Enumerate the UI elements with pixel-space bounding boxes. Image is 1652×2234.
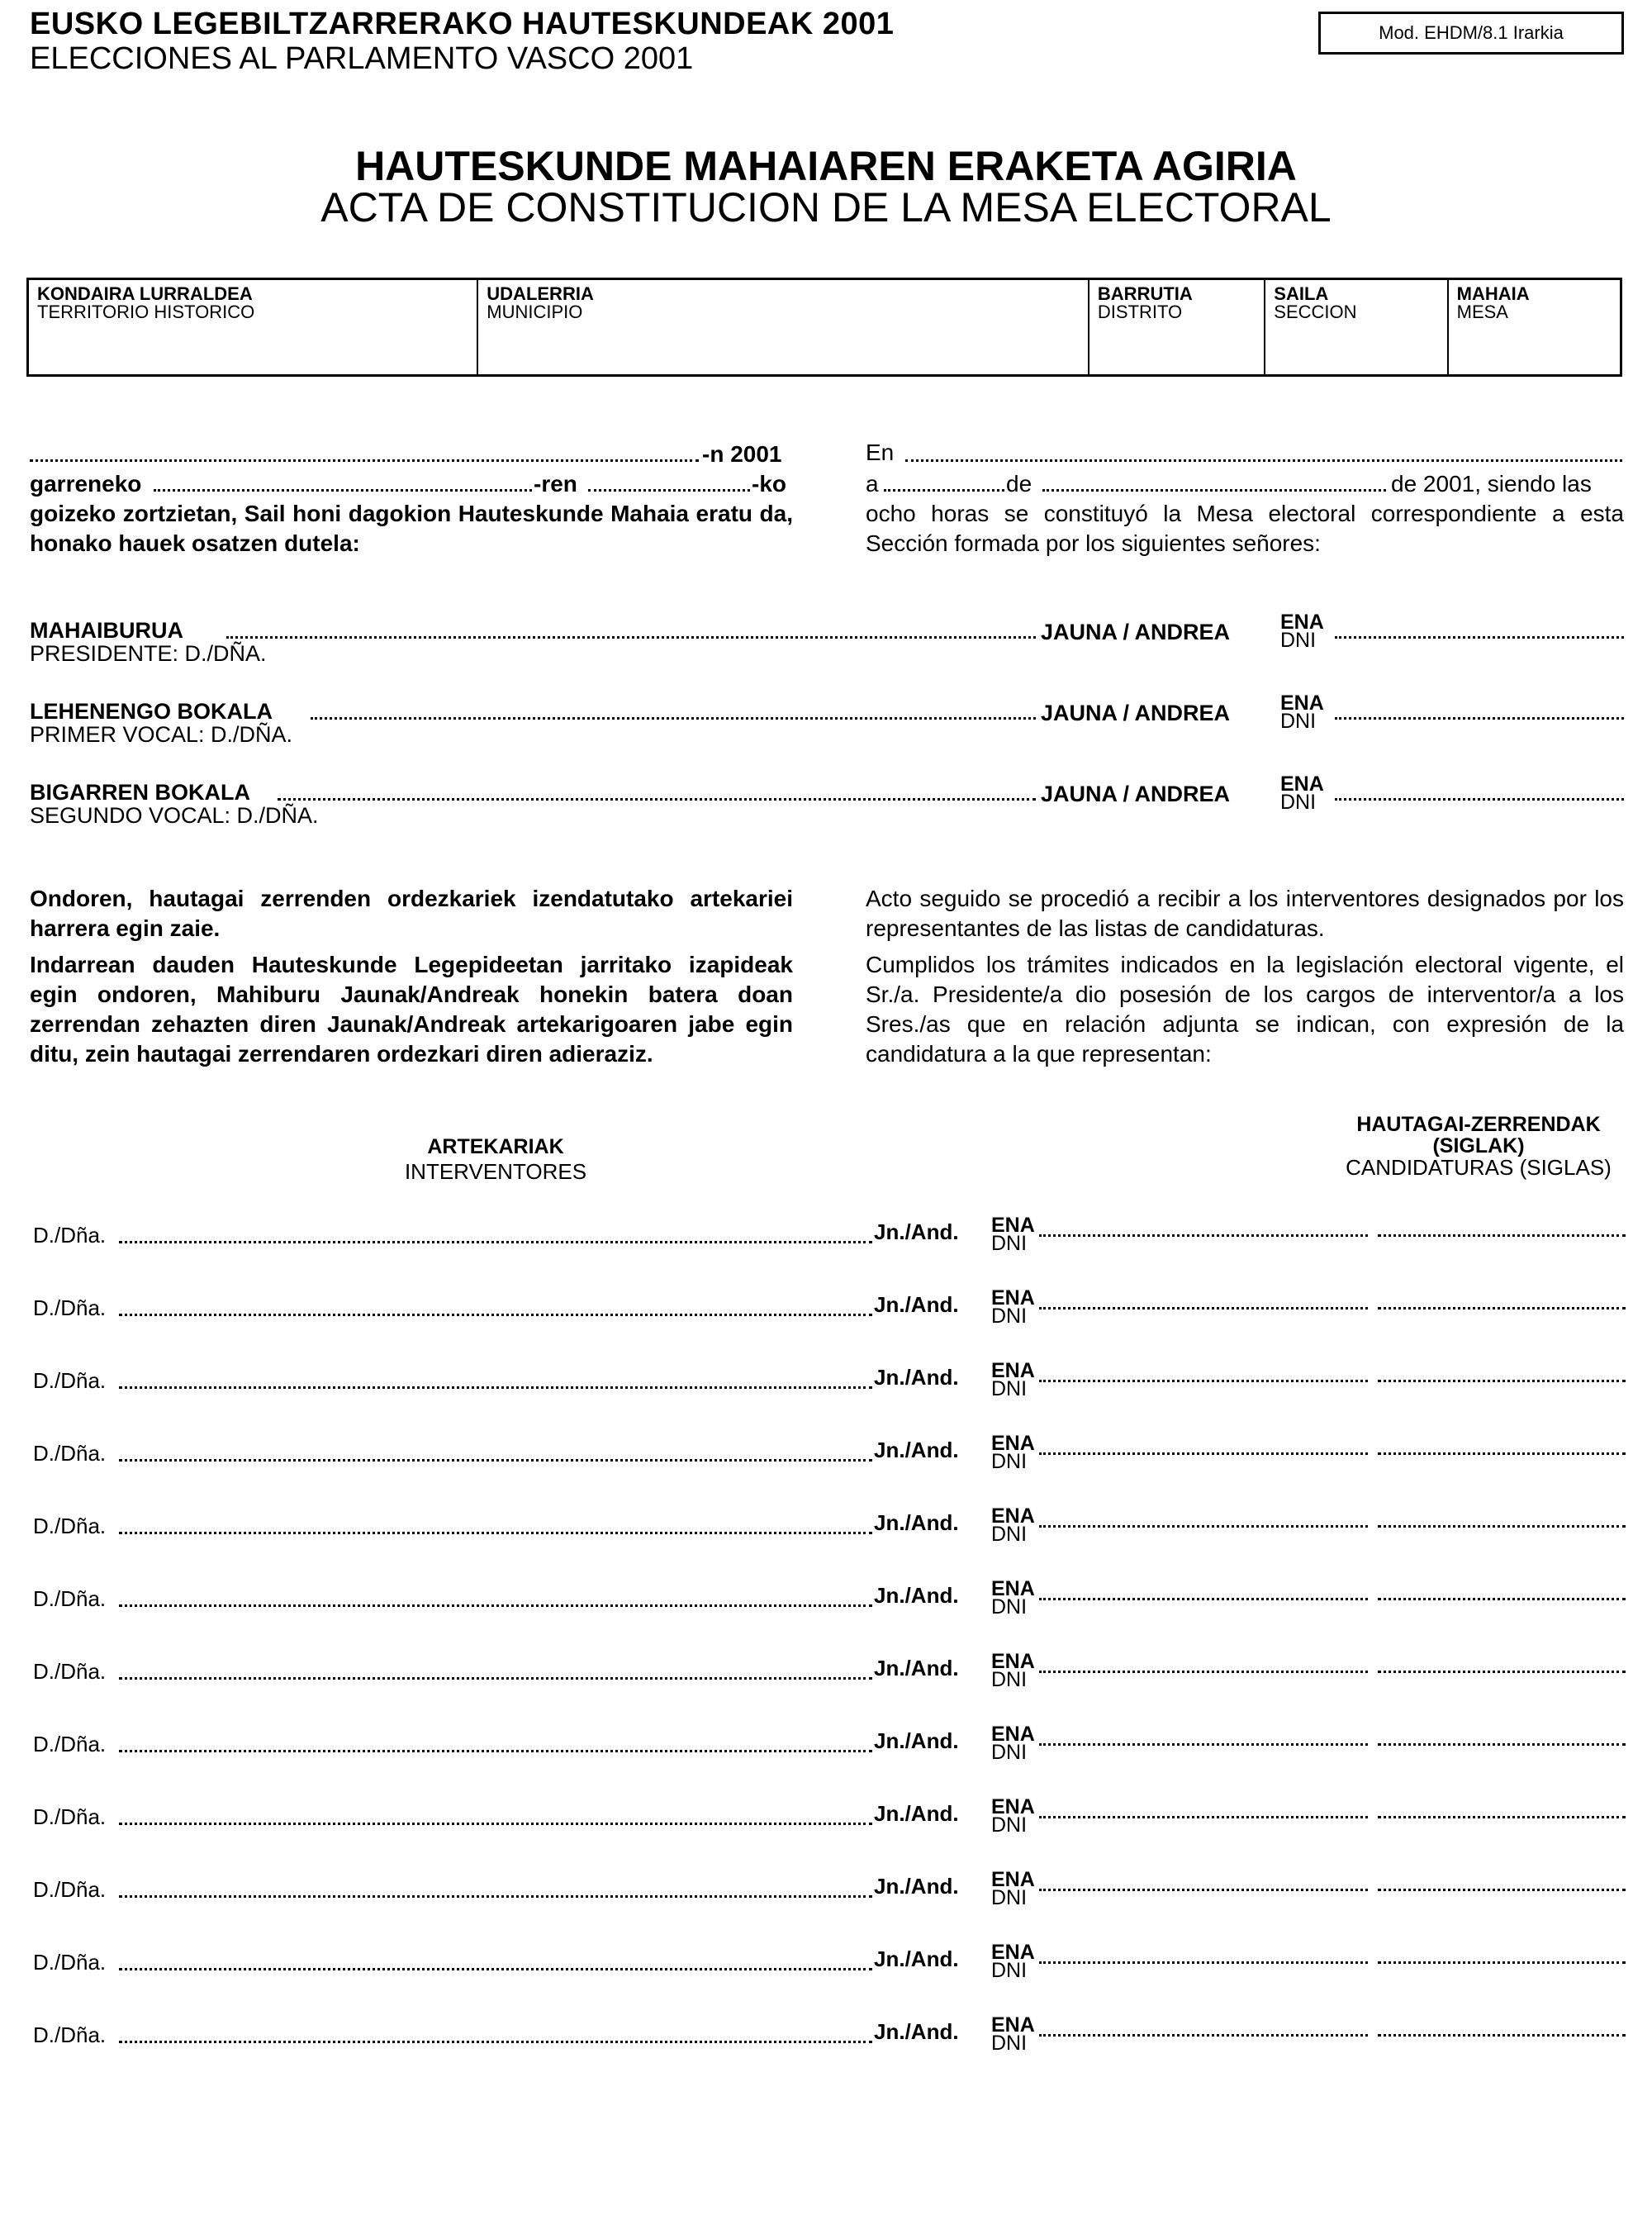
dni-label: DNI: [1280, 791, 1317, 814]
body-es-p2: Cumplidos los trámites indicados en la legislación electoral vigente, el Sr./a. Presidente/a dio posesión de los cargos de interventor/a a los Sres./as que en relación adjunta se indican, con expresión de la candidatura a la que representan:: [866, 952, 1624, 1067]
intro-es-line2: [866, 469, 1624, 499]
officer-row-president: [30, 611, 1624, 668]
interventor-id-field[interactable]: [1039, 1961, 1368, 1964]
table-label-eu: MAHAIA: [1456, 283, 1530, 304]
interventor-jn-label: Jn./And.: [874, 1728, 959, 1753]
dni-label: DNI: [991, 1523, 1028, 1546]
interventor-row: [33, 1216, 1627, 1262]
interventor-dna-label: D./Dña.: [33, 1732, 107, 1756]
officer-id-label: [1280, 692, 1324, 733]
officer-label-es: PRESIDENTE: D./DÑA.: [30, 641, 267, 666]
intro-eu-garreneko: garreneko: [30, 471, 142, 497]
ena-label: ENA: [1280, 692, 1324, 715]
interventor-id-label: [991, 1359, 1035, 1400]
territory-label-eu: KONDAIRA LURRALDEA: [37, 283, 253, 304]
officer-id-label: [1280, 772, 1324, 814]
header-title-es: ELECCIONES AL PARLAMENTO VASCO 2001: [30, 41, 694, 76]
section-label-eu: SAILA: [1274, 283, 1329, 304]
interventor-id-field[interactable]: [1039, 1307, 1368, 1310]
interventores-heading: [330, 1135, 661, 1185]
interventor-id-field[interactable]: [1039, 1816, 1368, 1818]
interventor-jn-label: Jn./And.: [874, 1583, 959, 1608]
interventor-id-label: [991, 2013, 1035, 2055]
territory-cell[interactable]: [29, 280, 478, 374]
interventor-candidature-field[interactable]: [1378, 1961, 1626, 1964]
interventor-id-field[interactable]: [1039, 1452, 1368, 1455]
ena-label: ENA: [991, 1504, 1035, 1528]
interventor-row: [33, 1725, 1627, 1771]
dni-label: DNI: [991, 1959, 1028, 1982]
ena-label: ENA: [991, 1795, 1035, 1818]
interventor-id-field[interactable]: [1039, 1380, 1368, 1382]
interventor-dna-label: D./Dña.: [33, 1804, 107, 1829]
interventor-name-field[interactable]: [119, 1386, 872, 1389]
officer-name-field[interactable]: [311, 717, 1036, 720]
interventor-candidature-field[interactable]: [1378, 1889, 1626, 1891]
interventor-row: [33, 1652, 1627, 1699]
dni-label: DNI: [991, 1305, 1028, 1328]
interventor-id-field[interactable]: [1039, 1525, 1368, 1528]
dni-label: DNI: [991, 1886, 1028, 1909]
officer-name-field[interactable]: [226, 636, 1036, 639]
interventor-dna-label: D./Dña.: [33, 1441, 107, 1466]
interventor-name-field[interactable]: [119, 1677, 872, 1680]
officer-label-es: PRIMER VOCAL: D./DÑA.: [30, 722, 293, 747]
interventor-name-field[interactable]: [119, 1968, 872, 1970]
interventor-dna-label: D./Dña.: [33, 2022, 107, 2047]
interventor-name-field[interactable]: [119, 1241, 872, 1243]
dni-label: DNI: [1280, 710, 1317, 733]
ena-label: ENA: [1280, 611, 1324, 634]
officer-id-field[interactable]: [1335, 636, 1624, 639]
interventor-name-field[interactable]: [119, 1314, 872, 1316]
dni-label: DNI: [991, 1377, 1028, 1400]
interventor-candidature-field[interactable]: [1378, 1598, 1626, 1600]
interventor-candidature-field[interactable]: [1378, 2034, 1626, 2037]
interventor-jn-label: Jn./And.: [874, 1510, 959, 1535]
interventor-jn-label: Jn./And.: [874, 1292, 959, 1317]
district-label-es: DISTRITO: [1097, 302, 1183, 322]
interventor-id-field[interactable]: [1039, 1671, 1368, 1673]
interventor-candidature-field[interactable]: [1378, 1816, 1626, 1818]
table-cell[interactable]: [1449, 280, 1620, 374]
intro-es-en: En: [866, 440, 895, 465]
interventor-row: [33, 1359, 1627, 1408]
interventor-id-label: [991, 1723, 1035, 1764]
intro-es-dots-1[interactable]: [905, 459, 1622, 462]
intro-eu-dots-1[interactable]: [30, 459, 699, 462]
interventor-name-field[interactable]: [119, 1459, 872, 1462]
intro-eu-n2001: -n 2001: [702, 441, 782, 467]
dni-label: DNI: [991, 1595, 1028, 1618]
officer-row-first-vocal: [30, 692, 1624, 749]
interventores-heading-es: INTERVENTORES: [404, 1159, 587, 1184]
ena-label: ENA: [991, 1432, 1035, 1455]
interventor-id-label: [991, 1286, 1035, 1328]
interventor-dna-label: D./Dña.: [33, 1877, 107, 1902]
interventor-jn-label: Jn./And.: [874, 1656, 959, 1680]
officer-id-label: [1280, 611, 1324, 652]
interventor-id-label: [991, 1870, 1035, 1907]
interventor-row: [33, 1286, 1627, 1335]
interventor-candidature-field[interactable]: [1378, 1525, 1626, 1528]
ena-label: ENA: [991, 1941, 1035, 1964]
interventor-candidature-field[interactable]: [1378, 1452, 1626, 1455]
body-eu-p1: Ondoren, hautagai zerrenden ordezkariek izendatutako artekariei harrera egin zaie.: [30, 886, 793, 941]
section-cell[interactable]: [1265, 280, 1448, 374]
municipality-label-es: MUNICIPIO: [487, 302, 583, 322]
dni-label: DNI: [991, 1450, 1028, 1473]
interventor-candidature-field[interactable]: [1378, 1234, 1626, 1237]
interventor-id-label: [991, 1214, 1035, 1255]
interventor-name-field[interactable]: [119, 1823, 872, 1825]
intro-eu-text: goizeko zortzietan, Sail honi dagokion Hauteskunde Mahaia eratu da, honako hauek osatzen dutela:: [30, 501, 793, 556]
intro-eu-dots-2[interactable]: [154, 489, 532, 492]
document-title-es: ACTA DE CONSTITUCION DE LA MESA ELECTORAL: [320, 184, 1332, 231]
officer-label-eu: MAHAIBURUA: [30, 618, 183, 643]
officer-label-es: SEGUNDO VOCAL: D./DÑA.: [30, 803, 319, 828]
interventor-id-field[interactable]: [1039, 1598, 1368, 1600]
municipality-cell[interactable]: [478, 280, 1089, 374]
interventor-id-field[interactable]: [1039, 1234, 1368, 1237]
model-code: Mod. EHDM/8.1 Irarkia: [1379, 22, 1564, 43]
document-title-eu: HAUTESKUNDE MAHAIAREN ERAKETA AGIRIA: [355, 143, 1297, 189]
interventor-candidature-field[interactable]: [1378, 1671, 1626, 1673]
interventor-name-field[interactable]: [119, 1895, 872, 1898]
interventor-id-label: [991, 1504, 1035, 1546]
intro-eu-line2: [30, 469, 793, 499]
interventor-row: [33, 1434, 1627, 1481]
dni-label: DNI: [991, 1668, 1028, 1691]
intro-es-line1: [866, 438, 1624, 468]
officer-title-label: JAUNA / ANDREA: [1041, 620, 1231, 644]
dni-label: DNI: [991, 1741, 1028, 1764]
interventor-id-label: [991, 1652, 1035, 1689]
officer-id-field[interactable]: [1335, 717, 1624, 720]
interventor-id-label: [991, 1434, 1035, 1471]
interventor-row: [33, 2013, 1627, 2062]
interventores-heading-eu: ARTEKARIAK: [427, 1135, 564, 1158]
interventor-candidature-field[interactable]: [1378, 1743, 1626, 1746]
header-title-eu: EUSKO LEGEBILTZARRERAKO HAUTESKUNDEAK 2001: [30, 7, 895, 41]
interventor-dna-label: D./Dña.: [33, 1659, 107, 1684]
body-eu-p2: Indarrean dauden Hauteskunde Legepideetan jarritako izapideak egin ondoren, Mahiburu Jaunak/Andreak honekin batera doan zerrendan zehazten diren Jaunak/Andreak artekarigoaren jabe egin ditu, zein hautagai zerrendaren ordezkari diren adieraziz.: [30, 952, 793, 1067]
officer-label-eu: BIGARREN BOKALA: [30, 780, 250, 805]
interventor-dna-label: D./Dña.: [33, 1950, 107, 1975]
ena-label: ENA: [991, 1286, 1035, 1310]
intro-es-de: de: [1006, 471, 1032, 497]
officer-title-label: JAUNA / ANDREA: [1041, 782, 1231, 806]
ena-label: ENA: [991, 2013, 1035, 2037]
dni-label: DNI: [1280, 629, 1317, 652]
officer-label-eu: LEHENENGO BOKALA: [30, 699, 273, 724]
ena-label: ENA: [991, 1214, 1035, 1237]
dni-label: DNI: [991, 2032, 1028, 2055]
ena-label: ENA: [991, 1723, 1035, 1746]
interventor-dna-label: D./Dña.: [33, 1514, 107, 1538]
dni-label: DNI: [991, 1813, 1028, 1837]
interventor-candidature-field[interactable]: [1378, 1380, 1626, 1382]
interventor-dna-label: D./Dña.: [33, 1295, 107, 1320]
interventor-jn-label: Jn./And.: [874, 1801, 959, 1826]
intro-es-a: a: [866, 471, 879, 497]
interventor-name-field[interactable]: [119, 2041, 872, 2043]
ena-label: ENA: [1280, 772, 1324, 796]
ena-label: ENA: [991, 1359, 1035, 1382]
interventor-jn-label: Jn./And.: [874, 1438, 959, 1462]
intro-eu-ko: -ko: [752, 471, 786, 497]
municipality-label-eu: UDALERRIA: [487, 283, 594, 304]
intro-es-dots-3[interactable]: [1042, 489, 1386, 492]
district-cell[interactable]: [1089, 280, 1265, 374]
dni-label: DNI: [991, 1232, 1028, 1255]
officer-title-label: JAUNA / ANDREA: [1041, 701, 1231, 725]
interventor-row: [33, 1870, 1627, 1917]
interventor-name-field[interactable]: [119, 1604, 872, 1607]
intro-eu-ren: -ren: [534, 471, 577, 497]
body-es-p1: Acto seguido se procedió a recibir a los interventores designados por los representantes de las listas de candidaturas.: [866, 886, 1624, 941]
intro-es-dots-2[interactable]: [884, 489, 1004, 492]
location-table: [26, 278, 1622, 377]
interventor-dna-label: D./Dña.: [33, 1223, 107, 1248]
interventor-jn-label: Jn./And.: [874, 2019, 959, 2044]
interventor-name-field[interactable]: [119, 1532, 872, 1534]
interventor-jn-label: Jn./And.: [874, 1219, 959, 1244]
interventor-dna-label: D./Dña.: [33, 1586, 107, 1611]
territory-label-es: TERRITORIO HISTORICO: [37, 302, 255, 322]
table-label-es: MESA: [1456, 302, 1508, 322]
interventor-id-label: [991, 1795, 1035, 1837]
interventor-id-label: [991, 1943, 1035, 1980]
interventor-id-field[interactable]: [1039, 1889, 1368, 1891]
ena-label: ENA: [991, 1650, 1035, 1673]
interventor-id-field[interactable]: [1039, 2034, 1368, 2037]
interventor-row: [33, 1577, 1627, 1626]
interventor-row: [33, 1795, 1627, 1844]
intro-es-text: ocho horas se constituyó la Mesa electoral correspondiente a esta Sección formada por los siguientes señores:: [866, 501, 1624, 556]
section-label-es: SECCION: [1274, 302, 1357, 322]
ena-label: ENA: [991, 1577, 1035, 1600]
officer-row-second-vocal: [30, 772, 1624, 829]
model-code-box: [1318, 12, 1624, 55]
interventor-jn-label: Jn./And.: [874, 1946, 959, 1971]
candidaturas-heading: [1325, 1114, 1632, 1178]
ena-label: ENA: [991, 1868, 1035, 1891]
officer-id-field[interactable]: [1335, 798, 1624, 801]
officer-name-field[interactable]: [278, 798, 1036, 801]
interventor-jn-label: Jn./And.: [874, 1365, 959, 1390]
intro-eu-line1: [30, 440, 793, 469]
candidaturas-heading-eu: HAUTAGAI-ZERRENDAK (SIGLAK): [1356, 1113, 1601, 1157]
intro-eu-dots-3[interactable]: [588, 489, 750, 492]
intro-es-de2001: de 2001, siendo las: [1391, 471, 1592, 497]
interventor-candidature-field[interactable]: [1378, 1307, 1626, 1310]
interventor-row: [33, 1943, 1627, 1989]
interventor-dna-label: D./Dña.: [33, 1368, 107, 1393]
interventor-jn-label: Jn./And.: [874, 1874, 959, 1899]
interventor-id-field[interactable]: [1039, 1743, 1368, 1746]
candidaturas-heading-es: CANDIDATURAS (SIGLAS): [1346, 1155, 1612, 1180]
interventor-name-field[interactable]: [119, 1750, 872, 1752]
interventor-id-label: [991, 1577, 1035, 1618]
district-label-eu: BARRUTIA: [1097, 283, 1193, 304]
interventor-row: [33, 1504, 1627, 1553]
